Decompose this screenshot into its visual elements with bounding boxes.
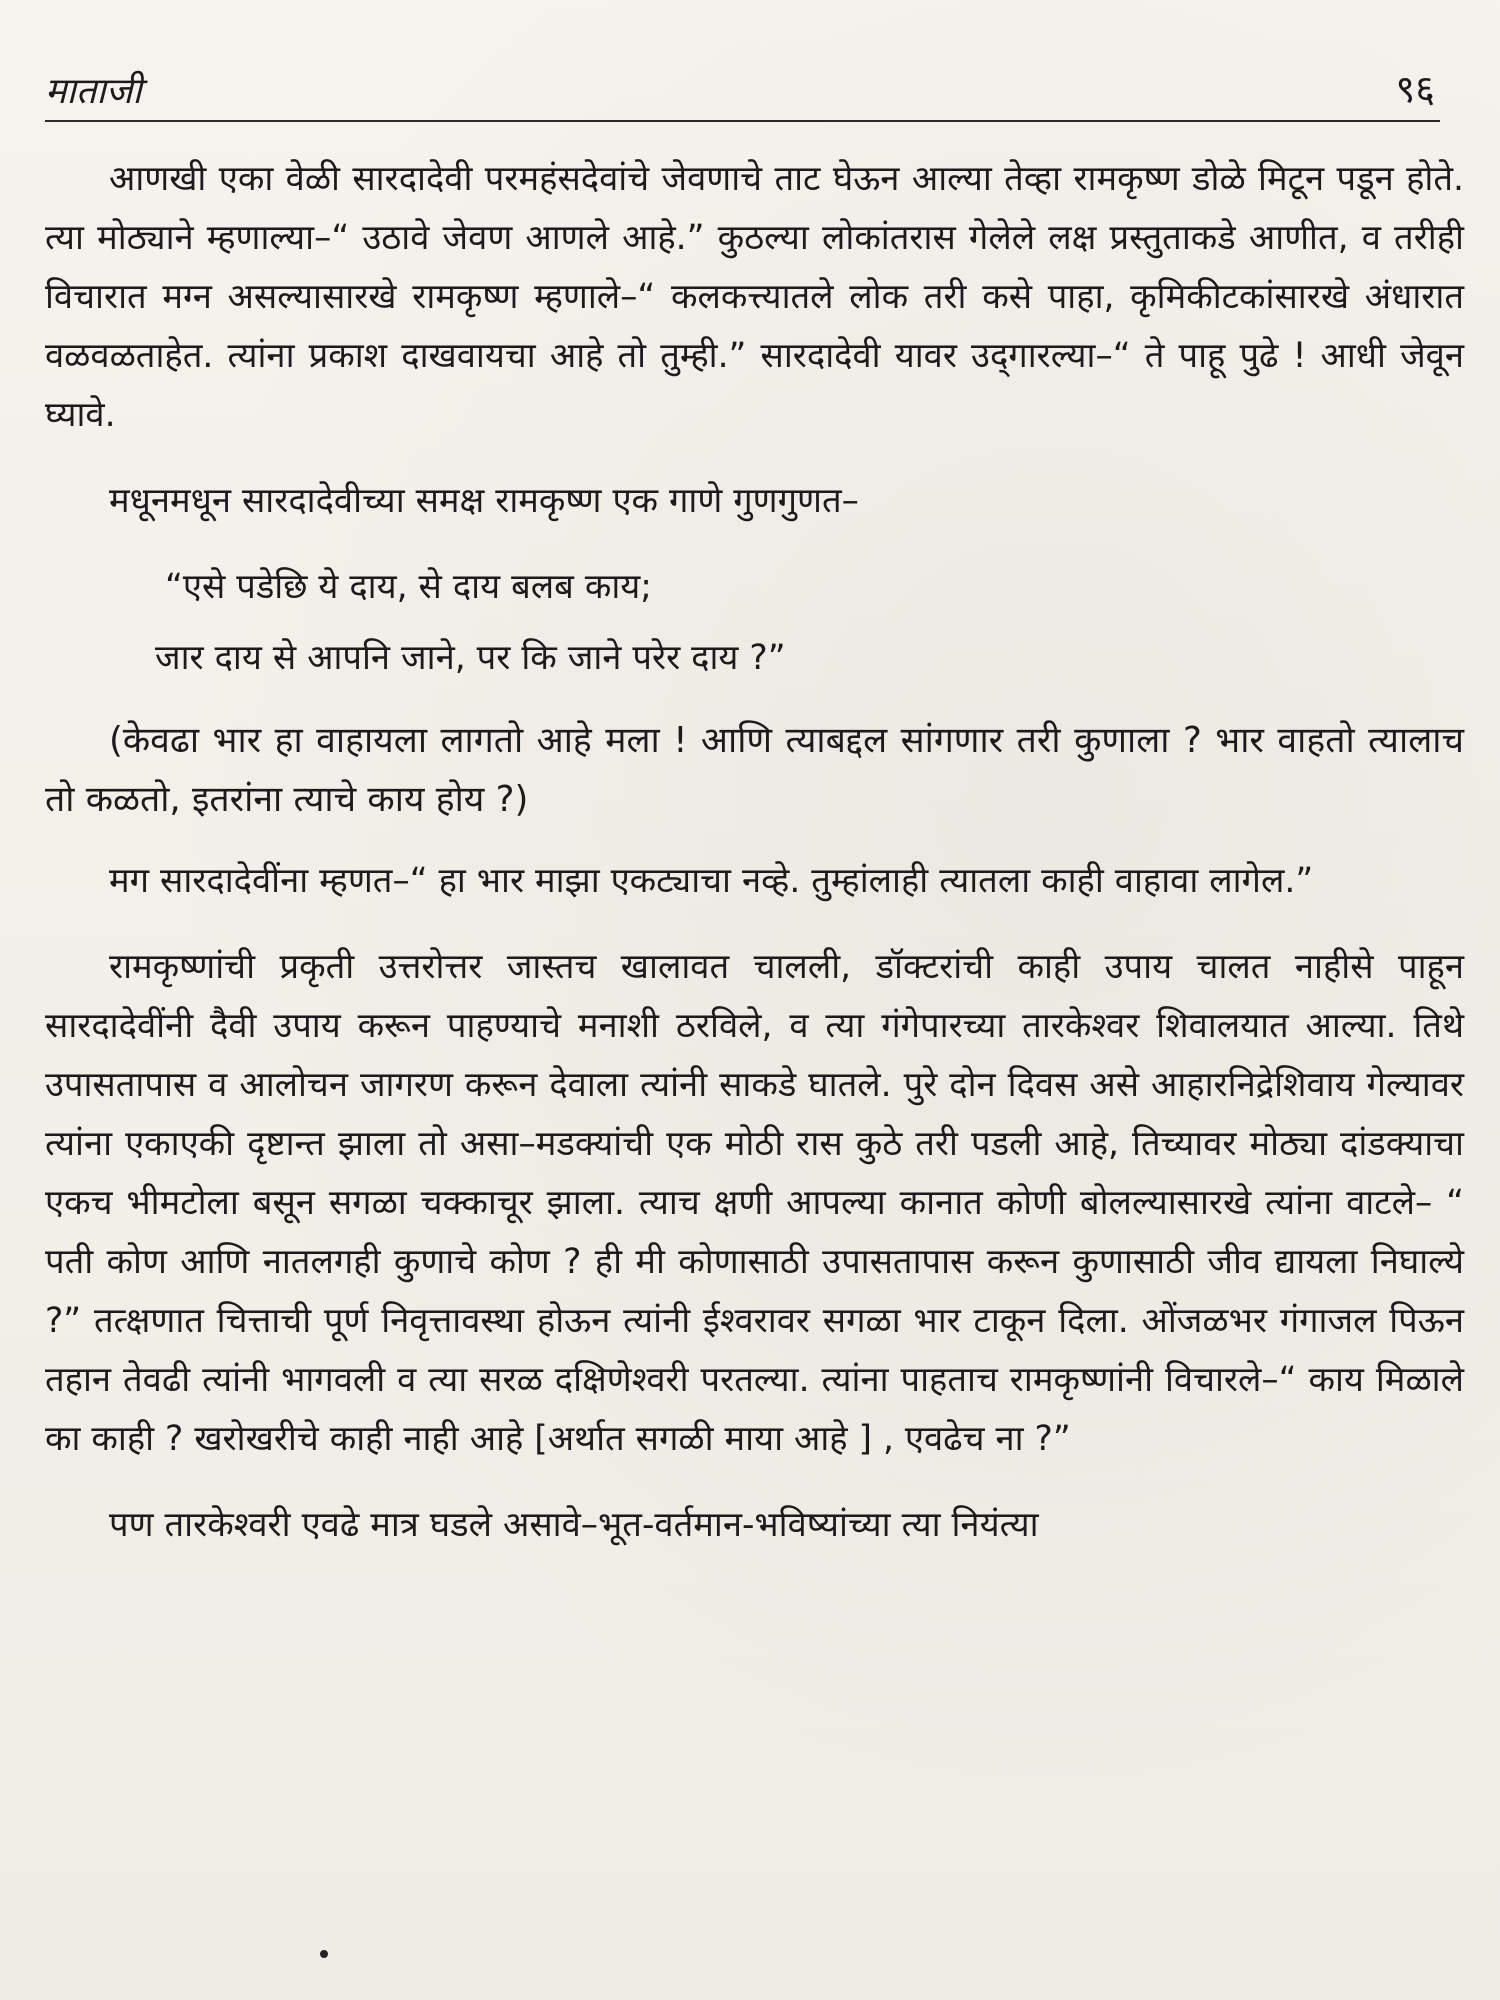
paragraph-5: पण तारकेश्वरी एवढे मात्र घडले असावे–भूत-वर्तमान-भविष्यांच्या त्या नियंत्या bbox=[109, 1505, 1039, 1545]
paragraph-3: मग सारदादेवींना म्हणत–“ हा भार माझा एकट्याचा नव्हे. तुम्हांलाही त्यातला काही वाहावा लागेल.” bbox=[109, 861, 1314, 901]
page-body bbox=[45, 150, 1464, 1582]
verse-line-1: “एसे पडेछि ये दाय, से दाय बलब काय; bbox=[165, 567, 652, 607]
running-title: माताजी bbox=[45, 71, 142, 112]
paragraph-1: आणखी एका वेळी सारदादेवी परमहंसदेवांचे जेवणाचे ताट घेऊन आल्या तेव्हा रामकृष्ण डोळे मिटून पडून होते. त्या मोठ्याने म्हणाल्या–“ उठावे जेवण आणले आहे.” कुठल्या लोकांतरास गेलेले लक्ष प्रस्तुताकडे आणीत, व तरीही विचारात मग्न असल्यासारखे रामकृष्ण म्हणाले–“ कलकत्त्यातले लोक तरी कसे पाहा, कृमिकीटकांसारखे अंधारात वळवळताहेत. त्यांना प्रकाश दाखवायचा आहे तो तुम्ही.” सारदादेवी यावर उद्‌गारल्या–“ ते पाहू पुढे ! आधी जेवून घ्यावे. bbox=[45, 159, 1464, 435]
verse-line-2: जार दाय से आपनि जाने, पर कि जाने परेर दाय ?” bbox=[155, 638, 786, 678]
running-header bbox=[45, 62, 1440, 122]
ink-dot bbox=[320, 1950, 328, 1958]
paragraph-2: मधूनमधून सारदादेवीच्या समक्ष रामकृष्ण एक गाणे गुणगुणत– bbox=[109, 481, 859, 521]
song-verse bbox=[45, 558, 1464, 688]
verse-translation: (केवढा भार हा वाहायला लागतो आहे मला ! आणि त्याबद्दल सांगणार तरी कुणाला ? भार वाहतो त्यालाच तो कळतो, इतरांना त्याचे काय होय ?) bbox=[45, 720, 1464, 820]
page-number: ९६ bbox=[1395, 67, 1435, 111]
paragraph-4: रामकृष्णांची प्रकृती उत्तरोत्तर जास्तच खालावत चालली, डॉक्टरांची काही उपाय चालत नाहीसे पाहून सारदादेवींनी दैवी उपाय करून पाहण्याचे मनाशी ठरविले, व त्या गंगेपारच्या तारकेश्वर शिवालयात आल्या. तिथे उपासतापास व आलोचन जागरण करून देवाला त्यांनी साकडे घातले. पुरे दोन दिवस असे आहारनिद्रेशिवाय गेल्यावर त्यांना एकाएकी दृष्टान्त झाला तो असा–मडक्यांची एक मोठी रास कुठे तरी पडली आहे, तिच्यावर मोठ्या दांडक्याचा एकच भीमटोला बसून सगळा चक्काचूर झाला. त्याच क्षणी आपल्या कानात कोणी बोलल्यासारखे त्यांना वाटले– “ पती कोण आणि नातलगही कुणाचे कोण ? ही मी कोणासाठी उपासतापास करून कुणासाठी जीव द्यायला निघाल्ये ?” तत्क्षणात चित्ताची पूर्ण निवृत्तावस्था होऊन त्यांनी ईश्वरावर सगळा भार टाकून दिला. ओंजळभर गंगाजल पिऊन तहान तेवढी त्यांनी भागवली व त्या सरळ दक्षिणेश्वरी परतल्या. त्यांना पाहताच रामकृष्णांनी विचारले–“ काय मिळाले का काही ? खरोखरीचे काही नाही आहे [अर्थात सगळी माया आहे ] , एवढेच ना ?” bbox=[45, 947, 1464, 1459]
